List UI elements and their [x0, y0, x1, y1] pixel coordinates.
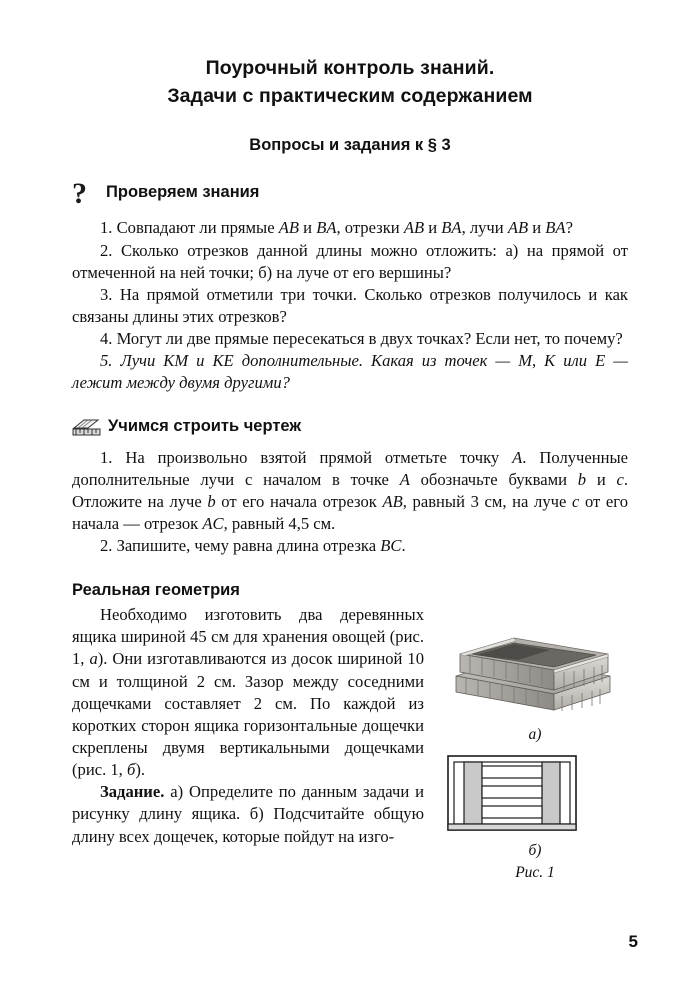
figure-1b-label: б): [528, 842, 542, 860]
page-title-line-1: Поурочный контроль знаний.: [205, 57, 495, 79]
drawing-item-2: 2. Запишите, чему равна длина отрезка BC.: [100, 536, 406, 556]
question-mark-icon: ?: [72, 177, 87, 211]
section-subtitle: Вопросы и задания к § 3: [249, 136, 451, 155]
figure-caption: Рис. 1: [515, 864, 555, 882]
page-number: 5: [628, 932, 638, 951]
question-item-2: 2. Сколько отрезков данной длины можно отложить: а) на прямой от отмеченной на ней точки; б) на луче от его вершины?: [72, 240, 628, 282]
page-title-line-2: Задачи с практическим содержанием: [167, 84, 533, 107]
section-header-drawing: [72, 417, 628, 437]
page-title: [72, 55, 628, 110]
page-content: [72, 55, 629, 882]
real-geometry-paragraph-1: Необходимо изготовить два деревянных ящика шириной 45 см для хранения овощей (рис. 1, а). Они изготавливаются из досок шириной 10 см и толщиной 2 см. Зазор между соседними дощечками составляет 2 см. По каждой из коротких сторон ящика горизонтальные дощечки скреплены двумя вертикальными дощечками (рис. 1, б).: [72, 605, 424, 780]
real-geometry-task: Задание. а) Определите по данным задачи и рисунку длину ящика. б) Подсчитайте общую длину всех дощечек, которые пойдут на изго-: [72, 782, 424, 846]
question-item-3: 3. На прямой отметили три точки. Сколько отрезков получилось и как связаны длины этих отрезков?: [72, 284, 628, 326]
section-title-check-knowledge: Проверяем знания: [106, 182, 260, 201]
drawing-item-1: 1. На произвольно взятой прямой отметьте точку A. Полученные дополнительные лучи с началом в точке A обозначьте буквами b и c. Отложите на луче b от его начала отрезок AB, равный 3 см, на луче c от его начала — отрезок AC, равный 4,5 см.: [72, 447, 629, 533]
figure-1a-label: а): [528, 726, 542, 744]
real-geometry-block: [72, 604, 628, 882]
real-geometry-text: [72, 604, 424, 848]
section-title-real-geometry: Реальная геометрия: [72, 581, 240, 600]
figure-1b-schematic: [442, 750, 628, 836]
task-label: Задание.: [100, 782, 165, 802]
question-item-4: 4. Могут ли две прямые пересекаться в двух точках? Если нет, то почему?: [100, 329, 623, 349]
figure-1a-crate-photo: [442, 610, 628, 720]
ruler-pencil-icon: [72, 418, 102, 438]
section-header-check-knowledge: [72, 177, 628, 211]
figure-group: [442, 610, 628, 882]
section-title-drawing: Учимся строить чертеж: [108, 417, 302, 435]
question-item-1: 1. Совпадают ли прямые AB и BA, отрезки AB и BA, лучи AB и BA?: [100, 218, 573, 238]
question-item-5: 5. Лучи KM и KE дополнительные. Какая из точек — M, K или E — лежит между двумя другими?: [72, 351, 628, 393]
